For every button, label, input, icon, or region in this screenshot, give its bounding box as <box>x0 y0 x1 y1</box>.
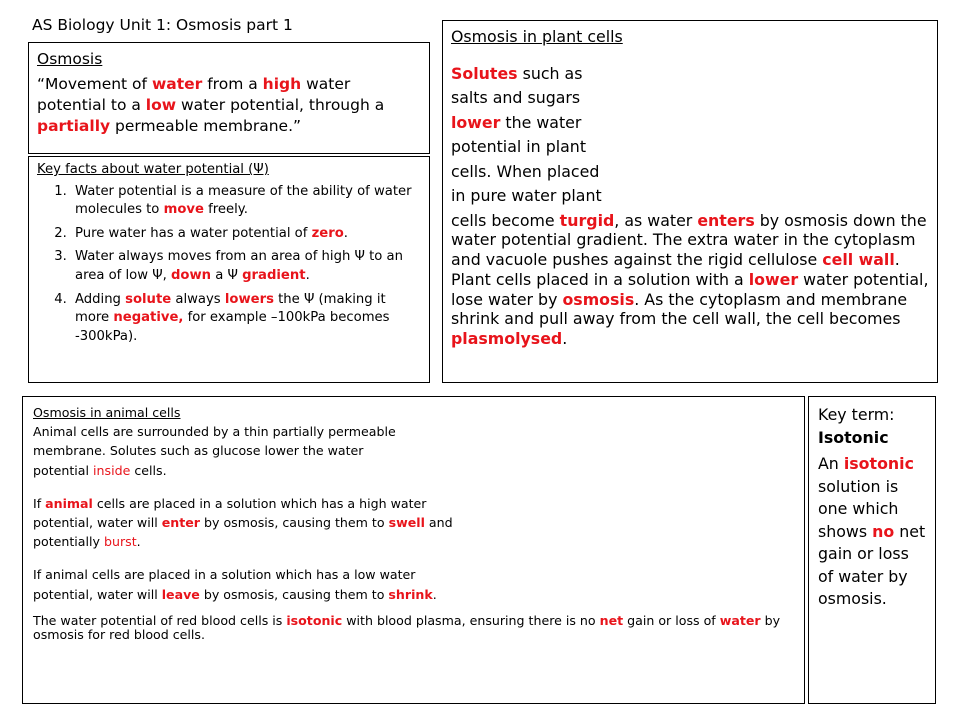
fact-text: Water always moves from an area of high Ψ to an area of low Ψ, <box>75 249 403 283</box>
highlight-enter: enter <box>161 515 200 531</box>
plant-line <box>451 111 929 136</box>
plant-line: in pure water plant <box>451 186 602 205</box>
key-term-text: An <box>818 454 844 473</box>
fact-text: . <box>343 225 348 241</box>
animal-intro <box>33 422 403 480</box>
osmosis-definition <box>37 74 421 137</box>
animal-text: Animal cells are surrounded by a thin partially permeable membrane. Solutes such as glucose lower the water potential <box>33 424 396 478</box>
plant-line: salts and sugars <box>451 88 581 107</box>
definition-text: permeable membrane.” <box>110 117 302 135</box>
highlight-gradient: gradient <box>242 267 306 283</box>
fact-text: Adding <box>75 291 126 307</box>
highlight-water: water <box>719 612 761 628</box>
highlight-no: no <box>872 521 895 541</box>
definition-text: “Movement of <box>37 75 152 93</box>
animal-text: gain or loss of <box>623 612 720 628</box>
highlight-lower: lower <box>451 112 501 132</box>
highlight-negative: negative, <box>113 310 184 326</box>
animal-text: by osmosis for red blood cells. <box>33 612 781 642</box>
list-item <box>71 291 421 347</box>
plant-text: . As the cytoplasm and membrane shrink and pull away from the cell wall, the cell becomes <box>451 289 908 329</box>
plant-line: cells. When placed <box>451 161 600 181</box>
fact-text: Water potential is a measure of the ability of water molecules to <box>75 183 412 218</box>
highlight-zero: zero <box>311 225 344 241</box>
key-term-text: net gain or loss of water by osmosis. <box>818 521 926 608</box>
animal-text: . <box>136 534 141 550</box>
key-term-label: Key term: <box>818 405 895 424</box>
animal-text: If <box>33 495 46 511</box>
highlight-isotonic: isotonic <box>286 612 343 628</box>
highlight-lowers: lowers <box>224 291 274 307</box>
definition-text: water potential to a <box>37 75 351 114</box>
fact-text: freely. <box>203 202 248 218</box>
key-term-text: solution is one which shows <box>818 476 899 541</box>
animal-text: cells are placed in a solution which has a high water potential, water will <box>33 495 427 531</box>
fact-text: a Ψ <box>211 267 243 283</box>
key-term-word: Isotonic <box>818 427 889 447</box>
osmosis-definition-box <box>28 42 430 154</box>
highlight-animal: animal <box>45 495 93 511</box>
highlight-isotonic: isotonic <box>843 454 914 473</box>
highlight-leave: leave <box>161 586 200 602</box>
page-title: AS Biology Unit 1: Osmosis part 1 <box>32 16 293 34</box>
highlight-plasmolysed: plasmolysed <box>451 329 563 349</box>
animal-text: . <box>432 586 437 602</box>
plant-text: by osmosis down the water potential gradient. The extra water in the cytoplasm and vacuole pushes against the rigid cellulose <box>451 210 927 270</box>
highlight-down: down <box>170 267 212 283</box>
plant-text: , as water <box>614 210 698 230</box>
highlight-solutes: Solutes <box>451 63 518 83</box>
highlight-water: water <box>151 75 203 93</box>
plant-text: . Plant cells placed in a solution with a <box>451 250 900 289</box>
osmosis-heading: Osmosis <box>37 50 103 68</box>
plant-text: water potential, lose water by <box>451 269 929 309</box>
plant-text: the water <box>500 112 582 132</box>
animal-text: and potentially <box>33 515 453 550</box>
highlight-cell-wall: cell wall <box>822 250 895 270</box>
plant-text: cells become <box>451 210 560 230</box>
highlight-turgid: turgid <box>559 210 615 230</box>
animal-text: cells. <box>130 462 167 478</box>
fact-text: always <box>171 291 225 307</box>
list-item <box>71 225 421 244</box>
animal-text: The water potential of red blood cells is <box>33 612 287 628</box>
highlight-move: move <box>163 202 204 218</box>
highlight-solute: solute <box>125 291 172 307</box>
highlight-osmosis: osmosis <box>562 289 635 309</box>
animal-text: by osmosis, causing them to <box>199 586 389 602</box>
list-item <box>71 248 421 285</box>
animal-blood-cells <box>33 614 793 642</box>
animal-text: by osmosis, causing them to <box>200 515 389 531</box>
key-facts-list <box>37 183 421 347</box>
plant-cells-box <box>442 20 938 383</box>
highlight-enters: enters <box>697 210 755 230</box>
highlight-inside: inside <box>93 462 131 478</box>
key-term-box <box>808 396 936 704</box>
key-term-definition <box>818 453 926 611</box>
definition-text: water potential, through a <box>176 96 385 114</box>
fact-text: the Ψ (making it more <box>75 291 386 326</box>
fact-text: Pure water has a water potential of <box>75 225 312 241</box>
highlight-net: net <box>599 612 624 628</box>
animal-text: with blood plasma, ensuring there is no <box>342 612 600 628</box>
plant-cells-heading: Osmosis in plant cells <box>451 27 623 46</box>
plant-line <box>451 62 929 87</box>
animal-text: If animal cells are placed in a solution which has a low water potential, water will <box>33 567 416 602</box>
fact-text: . <box>305 267 310 283</box>
highlight-burst: burst <box>103 534 137 550</box>
plant-line: potential in plant <box>451 137 587 156</box>
key-facts-heading: Key facts about water potential (Ψ) <box>37 162 269 177</box>
highlight-high: high <box>262 75 302 93</box>
animal-high-potential <box>33 494 453 552</box>
plant-text: such as <box>517 63 583 83</box>
plant-paragraph <box>451 211 929 350</box>
key-facts-box <box>28 156 430 383</box>
fact-text: for example –100kPa becomes -300kPa). <box>75 310 390 344</box>
highlight-lower: lower <box>748 269 799 289</box>
highlight-swell: swell <box>388 515 425 531</box>
highlight-partially: partially <box>37 117 111 135</box>
list-item <box>71 183 421 220</box>
highlight-shrink: shrink <box>388 586 433 602</box>
highlight-low: low <box>145 96 177 114</box>
animal-cells-heading: Osmosis in animal cells <box>33 405 181 420</box>
definition-text: from a <box>202 75 263 93</box>
animal-low-potential <box>33 565 443 603</box>
plant-text: . <box>562 329 568 349</box>
animal-cells-box <box>22 396 805 704</box>
